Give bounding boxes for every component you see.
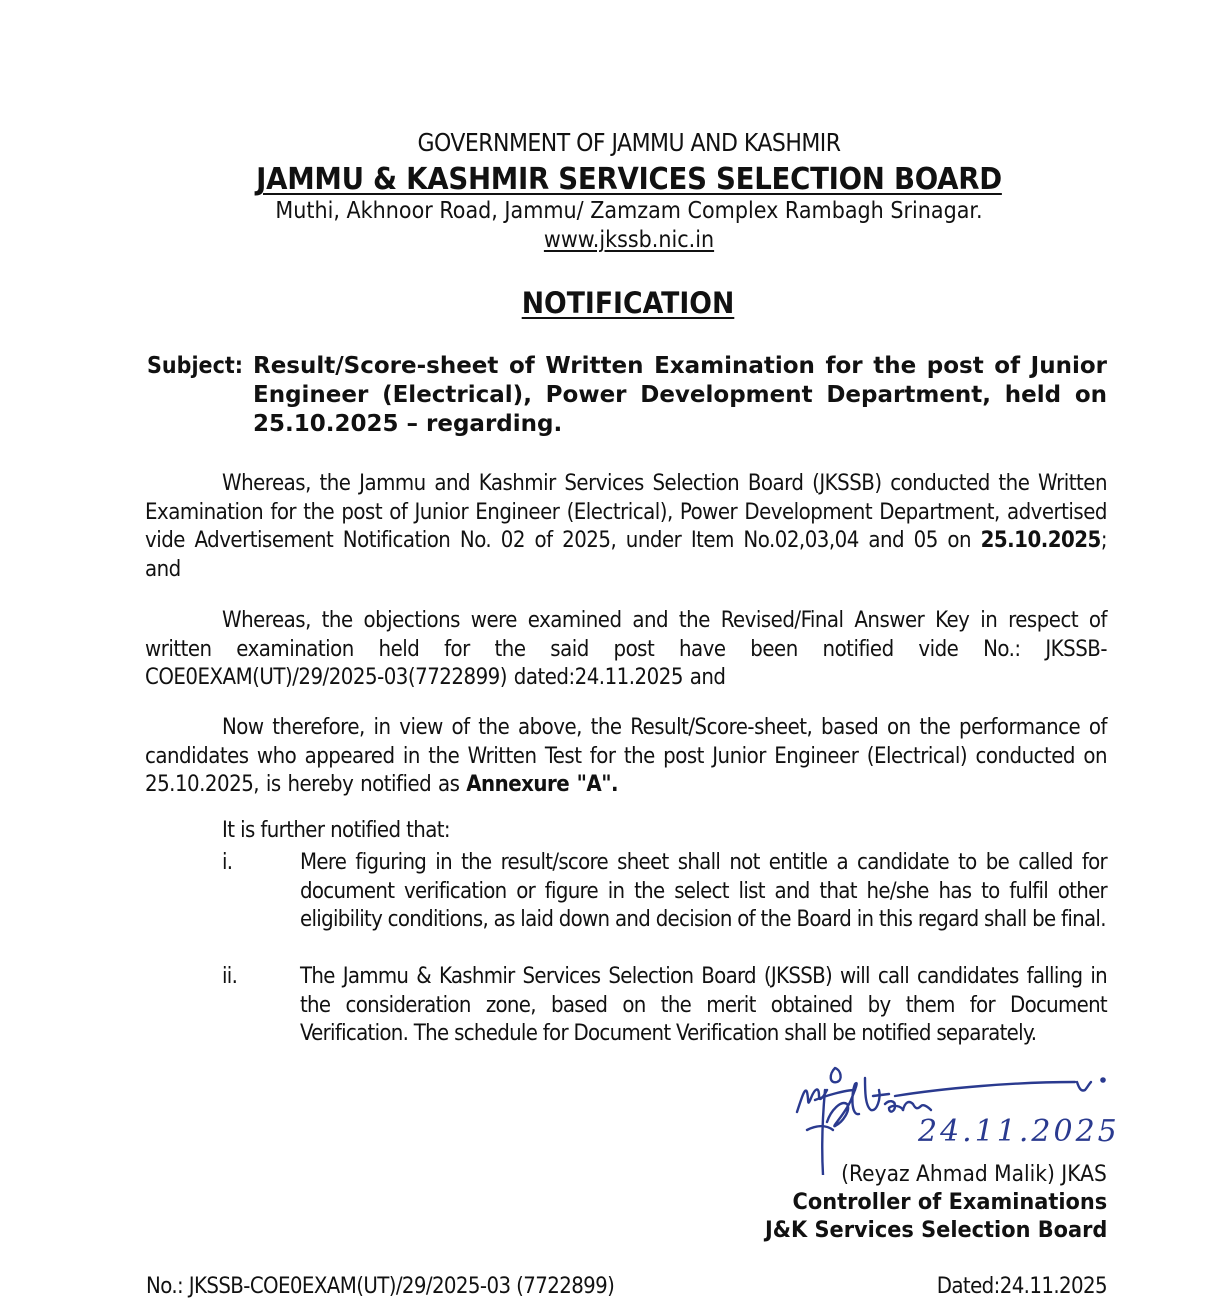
paragraph-1-text: Whereas, the Jammu and Kashmir Services Selection Board (JKSSB) conducted the Written Examination for the post of Junior Engineer (Electrical), Power Development Department, advertised vide Advertisement Notification No. 02 of 2025, under Item No.02,03,04 and 05 on: [145, 471, 1107, 553]
paragraph-2: [145, 607, 1107, 693]
subject-label: Subject:: [147, 353, 244, 379]
reference-number: No.: JKSSB-COE0EXAM(UT)/29/2025-03 (7722899): [146, 1274, 615, 1299]
signatory-organization: J&K Services Selection Board: [764, 1218, 1107, 1243]
further-notified-heading: It is further notified that:: [222, 818, 450, 843]
subject-text: Result/Score-sheet of Written Examination for the post of Junior Engineer (Electrical), Power Development Department, held on 25.10.2025 – regarding.: [253, 353, 1107, 437]
paragraph-1: [145, 470, 1107, 584]
paragraph-3: [145, 714, 1107, 800]
signatory-name: (Reyaz Ahmad Malik) JKAS: [841, 1162, 1107, 1187]
signatory-designation: Controller of Examinations: [792, 1190, 1107, 1215]
list-item-text: Mere figuring in the result/score sheet shall not entitle a candidate to be called for document verification or figure in the select list and that he/she has to fulfil other eligibility conditions, as laid down and decision of the Board in this regard shall be final.: [300, 850, 1107, 932]
list-item-number: i.: [222, 850, 233, 875]
website-link[interactable]: www.jkssb.nic.in: [543, 227, 715, 253]
reference-date: Dated:24.11.2025: [936, 1274, 1107, 1299]
notification-title: NOTIFICATION: [521, 286, 735, 320]
list-item-text: The Jammu & Kashmir Services Selection Board (JKSSB) will call candidates falling in the consideration zone, based on the merit obtained by them for Document Verification. The schedule for Document Verification shall be notified separately.: [300, 964, 1107, 1046]
board-address: Muthi, Akhnoor Road, Jammu/ Zamzam Complex Rambagh Srinagar.: [275, 198, 983, 224]
paragraph-1-end: ; and: [145, 528, 1107, 582]
government-heading: GOVERNMENT OF JAMMU AND KASHMIR: [417, 128, 841, 157]
paragraph-2-text: Whereas, the objections were examined and the Revised/Final Answer Key in respect of written examination held for the said post have been notified vide No.: JKSSB-COE0EXAM(UT)/29/2025-03(7722899) dated:24.11.2025 and: [145, 608, 1107, 690]
annexure-reference: Annexure "A".: [466, 772, 619, 797]
paragraph-1-date: 25.10.2025: [980, 528, 1101, 553]
paragraph-3-text: Now therefore, in view of the above, the Result/Score-sheet, based on the performance of candidates who appeared in the Written Test for the post Junior Engineer (Electrical) conducted on 25.10.2025, is hereby notified as: [145, 715, 1107, 797]
board-heading: JAMMU & KASHMIR SERVICES SELECTION BOARD: [256, 162, 1002, 197]
list-item-number: ii.: [222, 964, 238, 989]
handwritten-date: 24.11.2025: [918, 1114, 1120, 1149]
